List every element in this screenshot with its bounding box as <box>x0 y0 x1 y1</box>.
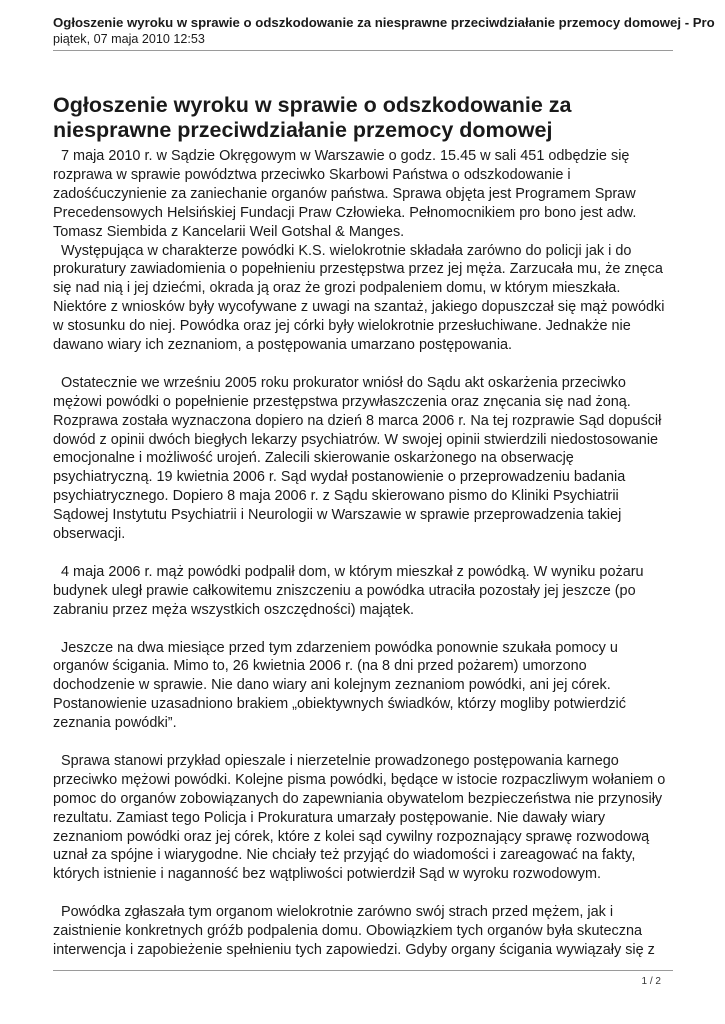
paragraph: Sprawa stanowi przykład opieszale i nierzetelnie prowadzonego postępowania karnego przeciwko mężowi powódki. Kolejne pisma powódki, będące w istocie rozpaczliwym wołaniem o pomoc do organów zobowiązanych do zapewniania obywatelom bezpieczeństwa nie przynosiły rezultatu. Zamiast tego Policja i Prokuratura umarzały postępowanie. Nie dawały wiary zeznaniom powódki oraz jej córek, które z kolei sąd cywilny rozpoznający sprawę rozwodową uznał za spójne i wiarygodne. Nie chciały też przyjąć do wiadomości i zareagować na fakty, których istnienie i naganność bez wątpliwości potwierdził Sąd w wyroku rozwodowym. <box>53 752 666 883</box>
article-body <box>53 147 675 979</box>
header-title: Ogłoszenie wyroku w sprawie o odszkodowanie za niesprawne przeciwdziałanie przemocy domowej - Pro <box>53 15 715 30</box>
header-date: piątek, 07 maja 2010 12:53 <box>53 32 205 46</box>
article-title: Ogłoszenie wyroku w sprawie o odszkodowanie za niesprawne przeciwdziałanie przemocy domowej <box>53 93 572 142</box>
paragraph: Powódka zgłaszała tym organom wielokrotnie zarówno swój strach przed mężem, jak i zaistnienie konkretnych gróźb podpalenia domu. Obowiązkiem tych organów była skuteczna interwencja i zapobieżenie spełnieniu tych zapowiedzi. Gdyby organy ścigania wywiązały się z <box>53 904 655 958</box>
footer-divider <box>53 970 673 971</box>
page-header <box>53 14 725 47</box>
paragraph: Występująca w charakterze powódki K.S. wielokrotnie składała zarówno do policji jak i do prokuratury zawiadomienia o popełnieniu przestępstwa przez jej męża. Zarzucała mu, że znęca się nad nią i jej dziećmi, okrada ją oraz że grozi podpaleniem domu, w którym mieszkała. Niektóre z wniosków były wycofywane z uwagi na szantaż, jakiego dopuszczał się mąż powódki w stosunku do niej. Powódka oraz jej córki były wielokrotnie przesłuchiwane. Jednakże nie dawano wiary ich zeznaniom, a postępowania umarzano postępowania. <box>53 242 665 354</box>
paragraph: 4 maja 2006 r. mąż powódki podpalił dom, w którym mieszkał z powódką. W wyniku pożaru budynek uległ prawie całkowitemu zniszczeniu a powódka utraciła pozostały jej jeszcze (po zabraniu przez męża wszystkich oszczędności) majątek. <box>53 563 644 618</box>
paragraph: 7 maja 2010 r. w Sądzie Okręgowym w Warszawie o godz. 15.45 w sali 451 odbędzie się rozprawa w sprawie powództwa przeciwko Skarbowi Państwa o odszkodowanie i zadośćuczynienie za zaniechanie organów państwa. Sprawa objęta jest Programem Spraw Precedensowych Helsińskiej Fundacji Praw Człowieka. Pełnomocnikiem pro bono jest adw. Tomasz Siembida z Kancelarii Weil Gotshal & Manges. <box>53 148 637 240</box>
header-divider <box>53 50 673 51</box>
paragraph: Jeszcze na dwa miesiące przed tym zdarzeniem powódka ponownie szukała pomocy u organów ścigania. Mimo to, 26 kwietnia 2006 r. (na 8 dni przed pożarem) umorzono dochodzenie w sprawie. Nie dano wiary ani kolejnym zeznaniom powódki, ani jej córek. Postanowienie uzasadniono brakiem „obiektywnych świadków, którzy mogliby potwierdzić zeznania powódki”. <box>53 639 626 732</box>
paragraph: Ostatecznie we wrześniu 2005 roku prokurator wniósł do Sądu akt oskarżenia przeciwko mężowi powódki o popełnienie przestępstwa przywłaszczenia oraz znęcania się nad żoną. Rozprawa została wyznaczona dopiero na dzień 8 marca 2006 r. Na tej rozprawie Sąd dopuścił dowód z opinii dwóch biegłych lekarzy psychiatrów. W swojej opinii stwierdzili niedostosowanie emocjonalne i możliwość urojeń. Zalecili skierowanie oskarżonego na obserwację psychiatryczną. 19 kwietnia 2006 r. Sąd wydał postanowienie o przeprowadzeniu badania psychiatrycznego. Dopiero 8 maja 2006 r. z Sądu skierowano pismo do Kliniki Psychiatrii Sądowej Instytutu Psychiatrii i Neurologii w Warszawie w sprawie przeprowadzenia takiej obserwacji. <box>53 374 662 543</box>
page-number: 1 / 2 <box>641 976 661 987</box>
